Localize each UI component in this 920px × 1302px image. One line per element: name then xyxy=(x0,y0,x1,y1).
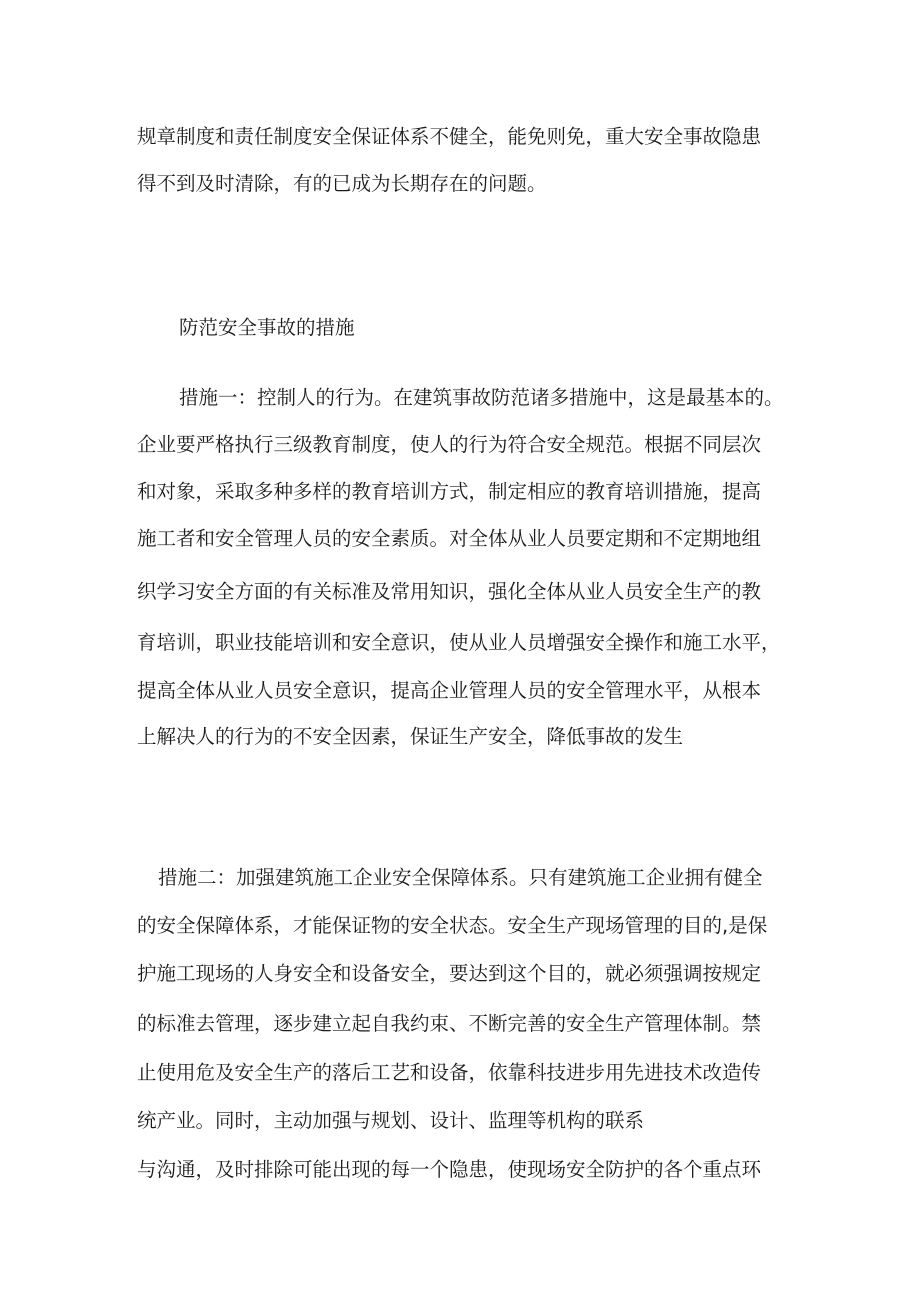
section-heading: 防范安全事故的措施 xyxy=(179,316,355,339)
measure-one-line-3: 和对象，采取多种多样的教育培训方式，制定相应的教育培训措施，提高 xyxy=(137,480,762,503)
measure-one-line-4: 施工者和安全管理人员的安全素质。对全体从业人员要定期和不定期地组 xyxy=(137,527,762,550)
measure-one-line-7: 提高全体从业人员安全意识，提高企业管理人员的安全管理水平，从根本 xyxy=(137,679,762,702)
intro-line-2: 得不到及时清除，有的已成为长期存在的问题。 xyxy=(137,172,547,195)
measure-two-line-7: 与沟通，及时排除可能出现的每一个隐患，使现场安全防护的各个重点环 xyxy=(137,1158,762,1181)
measure-two-line-6: 统产业。同时，主动加强与规划、设计、监理等机构的联系 xyxy=(137,1109,645,1132)
measure-two-line-4: 的标准去管理，逐步建立起自我约束、不断完善的安全生产管理体制。禁 xyxy=(137,1012,762,1035)
measure-one-line-6: 育培训，职业技能培训和安全意识，使从业人员增强安全操作和施工水平， xyxy=(137,631,781,654)
measure-one-line-1: 措施一：控制人的行为。在建筑事故防范诸多措施中，这是最基本的。 xyxy=(179,386,784,409)
intro-line-1: 规章制度和责任制度安全保证体系不健全，能免则免，重大安全事故隐患 xyxy=(137,125,762,148)
measure-one-line-8: 上解决人的行为的不安全因素，保证生产安全，降低事故的发生 xyxy=(137,725,684,748)
measure-one-line-2: 企业要严格执行三级教育制度，使人的行为符合安全规范。根据不同层次 xyxy=(137,433,762,456)
measure-two-line-5: 止使用危及安全生产的落后工艺和设备，依靠科技进步用先进技术改造传 xyxy=(137,1061,762,1084)
measure-two-line-2: 的安全保障体系，才能保证物的安全状态。安全生产现场管理的目的,是保 xyxy=(137,914,768,937)
measure-two-line-1: 措施二：加强建筑施工企业安全保障体系。只有建筑施工企业拥有健全 xyxy=(158,866,763,889)
measure-two-line-3: 护施工现场的人身安全和设备安全，要达到这个目的，就必须强调按规定 xyxy=(137,962,762,985)
measure-one-line-5: 织学习安全方面的有关标准及常用知识，强化全体从业人员安全生产的教 xyxy=(137,580,762,603)
